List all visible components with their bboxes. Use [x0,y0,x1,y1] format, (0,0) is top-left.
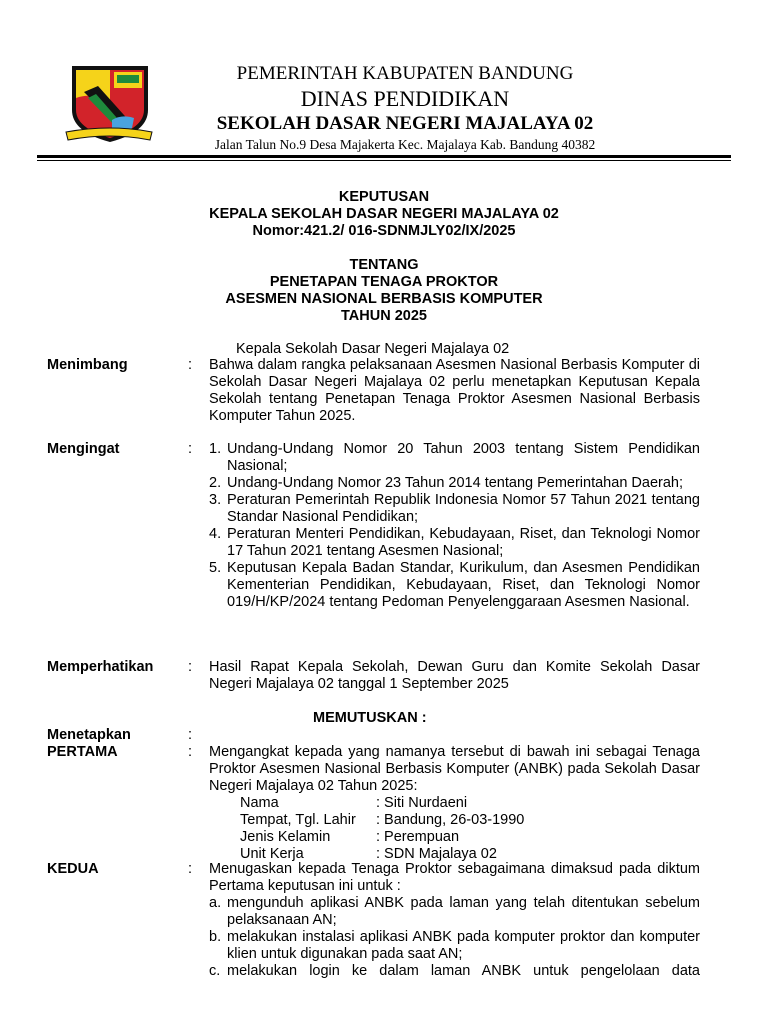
memperhatikan-colon: : [188,659,193,675]
list-text: Keputusan Kepala Badan Standar, Kurikulum, dan Asesmen Pendidikan Kementerian Pendidikan, Kebudayaan, Riset, dan Teknologi Nomor 019/H/KP/2024 tentang Pedoman Penyelenggaraan Asesmen Nasional. [227,560,700,610]
menetapkan-colon: : [188,727,193,743]
list-number: 4. [209,526,222,542]
decree-subject-2: ASESMEN NASIONAL BERBASIS KOMPUTER [225,291,543,307]
pertama-label: PERTAMA [47,744,118,760]
identity-key: Jenis Kelamin [240,829,331,845]
mengingat-label: Mengingat [47,441,120,457]
pertama-text: Mengangkat kepada yang namanya tersebut di bawah ini sebagai Tenaga Proktor Asesmen Nasional Berbasis Komputer (ANBK) pada Sekolah Dasar Negeri Majalaya 02 Tahun 2025: [209,744,700,794]
list-item [209,895,700,929]
pertama-colon: : [188,744,193,760]
kedua-list [209,895,700,980]
identity-key: Unit Kerja [240,846,304,862]
list-text: melakukan login ke dalam laman ANBK untuk pengelolaan data [227,963,700,979]
list-number: 1. [209,441,222,457]
decree-subject-3: TAHUN 2025 [341,308,427,324]
decree-subject-1: PENETAPAN TENAGA PROKTOR [269,274,499,290]
list-text: melakukan instalasi aplikasi ANBK pada komputer proktor dan komputer klien untuk digunakan pada saat AN; [227,929,700,962]
list-text: Peraturan Pemerintah Republik Indonesia Nomor 57 Tahun 2021 tentang Standar Nasional Pendidikan; [227,492,700,525]
letterhead-school: SEKOLAH DASAR NEGERI MAJALAYA 02 [216,113,594,134]
menimbang-colon: : [188,357,193,373]
decree-number: Nomor:421.2/ 016-SDNMJLY02/IX/2025 [252,223,516,239]
list-number: 2. [209,475,222,491]
list-letter: b. [209,929,222,945]
identity-row-name [240,795,524,812]
decree-about: TENTANG [349,257,419,273]
identity-value: : Perempuan [376,829,460,845]
list-text: Undang-Undang Nomor 20 Tahun 2003 tentang Sistem Pendidikan Nasional; [227,441,700,474]
list-text: mengunduh aplikasi ANBK pada laman yang telah ditentukan sebelum pelaksanaan AN; [227,895,700,928]
identity-value: : Bandung, 26-03-1990 [376,812,525,828]
list-number: 5. [209,560,222,576]
kedua-label: KEDUA [47,861,99,877]
list-item [209,492,700,526]
list-letter: c. [209,963,221,979]
letterhead-address: Jalan Talun No.9 Desa Majakerta Kec. Majalaya Kab. Bandung 40382 [214,137,596,152]
menimbang-label: Menimbang [47,357,128,373]
memutuskan-heading: MEMUTUSKAN : [313,710,427,726]
list-text: Undang-Undang Nomor 23 Tahun 2014 tentang Pemerintahan Daerah; [227,475,683,491]
list-item [209,929,700,963]
identity-value: : Siti Nurdaeni [376,795,468,811]
letterhead [170,62,640,154]
memperhatikan-label: Memperhatikan [47,659,154,675]
memperhatikan-text: Hasil Rapat Kepala Sekolah, Dewan Guru dan Komite Sekolah Dasar Negeri Majalaya 02 tanggal 1 September 2025 [209,659,700,692]
kedua-colon: : [188,861,193,877]
list-item [209,963,700,980]
mengingat-list [209,441,700,611]
list-item [209,475,700,492]
list-number: 3. [209,492,222,508]
letterhead-government: PEMERINTAH KABUPATEN BANDUNG [236,63,574,84]
list-item [209,560,700,611]
list-text: Peraturan Menteri Pendidikan, Kebudayaan, Riset, dan Teknologi Nomor 17 Tahun 2021 tentang Asesmen Nasional; [227,526,700,559]
letterhead-divider-thick [37,155,731,158]
issuer-line: Kepala Sekolah Dasar Negeri Majalaya 02 [236,341,510,357]
identity-value: : SDN Majalaya 02 [376,846,497,862]
menimbang-text: Bahwa dalam rangka pelaksanaan Asesmen Nasional Berbasis Komputer di Sekolah Dasar Negeri Majalaya 02 perlu menetapkan Keputusan Kepala Sekolah tentang Penetapan Tenaga Proktor Asesmen Nasional Berbasis Komputer Tahun 2025. [209,357,700,424]
letterhead-department: DINAS PENDIDIKAN [300,86,510,111]
list-item [209,441,700,475]
identity-row-birth [240,812,524,829]
identity-key: Tempat, Tgl. Lahir [240,812,356,828]
mengingat-colon: : [188,441,193,457]
bandung-regency-emblem-icon [62,62,156,148]
decree-title: KEPUTUSAN [338,189,430,205]
list-letter: a. [209,895,222,911]
menetapkan-label: Menetapkan [47,727,131,743]
letterhead-divider-thin [37,160,731,161]
list-item [209,526,700,560]
identity-row-gender [240,829,524,846]
identity-key: Nama [240,795,279,811]
proctor-identity [240,795,524,863]
decree-issuer-title: KEPALA SEKOLAH DASAR NEGERI MAJALAYA 02 [209,206,559,222]
kedua-text: Menugaskan kepada Tenaga Proktor sebagaimana dimaksud pada diktum Pertama keputusan ini untuk : [209,861,700,894]
